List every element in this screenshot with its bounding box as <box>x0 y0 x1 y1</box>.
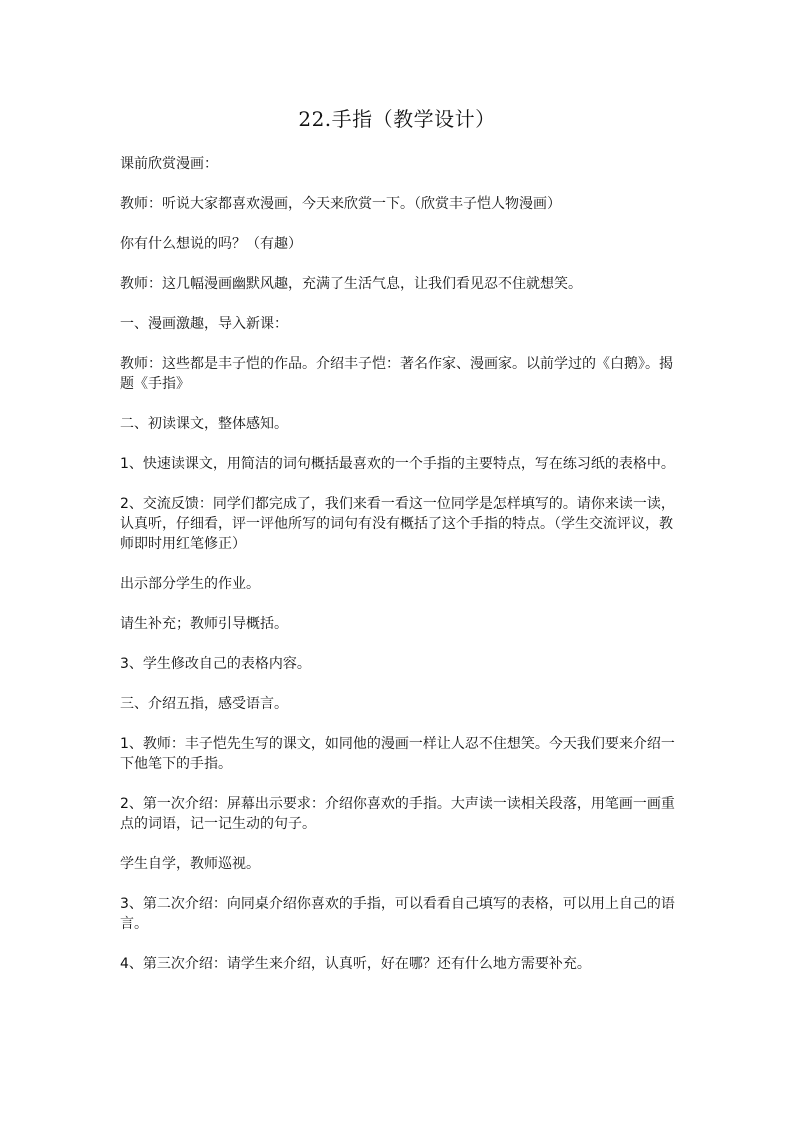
paragraph: 教师：这些都是丰子恺的作品。介绍丰子恺：著名作家、漫画家。以前学过的《白鹅》。揭题《手指》 <box>120 356 673 392</box>
paragraph: 1、教师：丰子恺先生写的课文，如同他的漫画一样让人忍不住想笑。今天我们要来介绍一下他笔下的手指。 <box>120 736 675 772</box>
paragraph: 请生补充；教师引导概括。 <box>120 616 288 632</box>
section-heading: 一、漫画激趣，导入新课： <box>120 316 288 332</box>
page-title: 22.手指（教学设计） <box>298 107 496 131</box>
document-body <box>120 154 676 974</box>
paragraph: 教师：听说大家都喜欢漫画，今天来欣赏一下。（欣赏丰子恺人物漫画） <box>120 196 561 212</box>
paragraph: 2、第一次介绍：屏幕出示要求：介绍你喜欢的手指。大声读一读相关段落，用笔画一画重点的词语，记一记生动的句子。 <box>120 796 675 832</box>
paragraph: 2、交流反馈：同学们都完成了，我们来看一看这一位同学是怎样填写的。请你来读一读，认真听，仔细看，评一评他所写的词句有没有概括了这个手指的特点。（学生交流评议，教师即时用红笔修正） <box>120 496 675 552</box>
paragraph: 3、学生修改自己的表格内容。 <box>120 656 311 672</box>
paragraph: 1、快速读课文，用简洁的词句概括最喜欢的一个手指的主要特点，写在练习纸的表格中。 <box>120 456 675 472</box>
section-heading: 二、初读课文，整体感知。 <box>120 416 288 432</box>
paragraph: 4、第三次介绍：请学生来介绍，认真听，好在哪？还有什么地方需要补充。 <box>120 956 591 972</box>
paragraph: 教师：这几幅漫画幽默风趣，充满了生活气息，让我们看见忍不住就想笑。 <box>120 276 582 292</box>
paragraph: 3、第二次介绍：向同桌介绍你喜欢的手指，可以看看自己填写的表格，可以用上自己的语言。 <box>120 896 675 932</box>
paragraph: 出示部分学生的作业。 <box>120 576 260 592</box>
paragraph: 学生自学，教师巡视。 <box>120 856 260 872</box>
paragraph: 你有什么想说的吗？（有趣） <box>120 236 302 252</box>
section-heading: 三、介绍五指，感受语言。 <box>120 696 288 712</box>
paragraph: 课前欣赏漫画： <box>120 156 218 172</box>
